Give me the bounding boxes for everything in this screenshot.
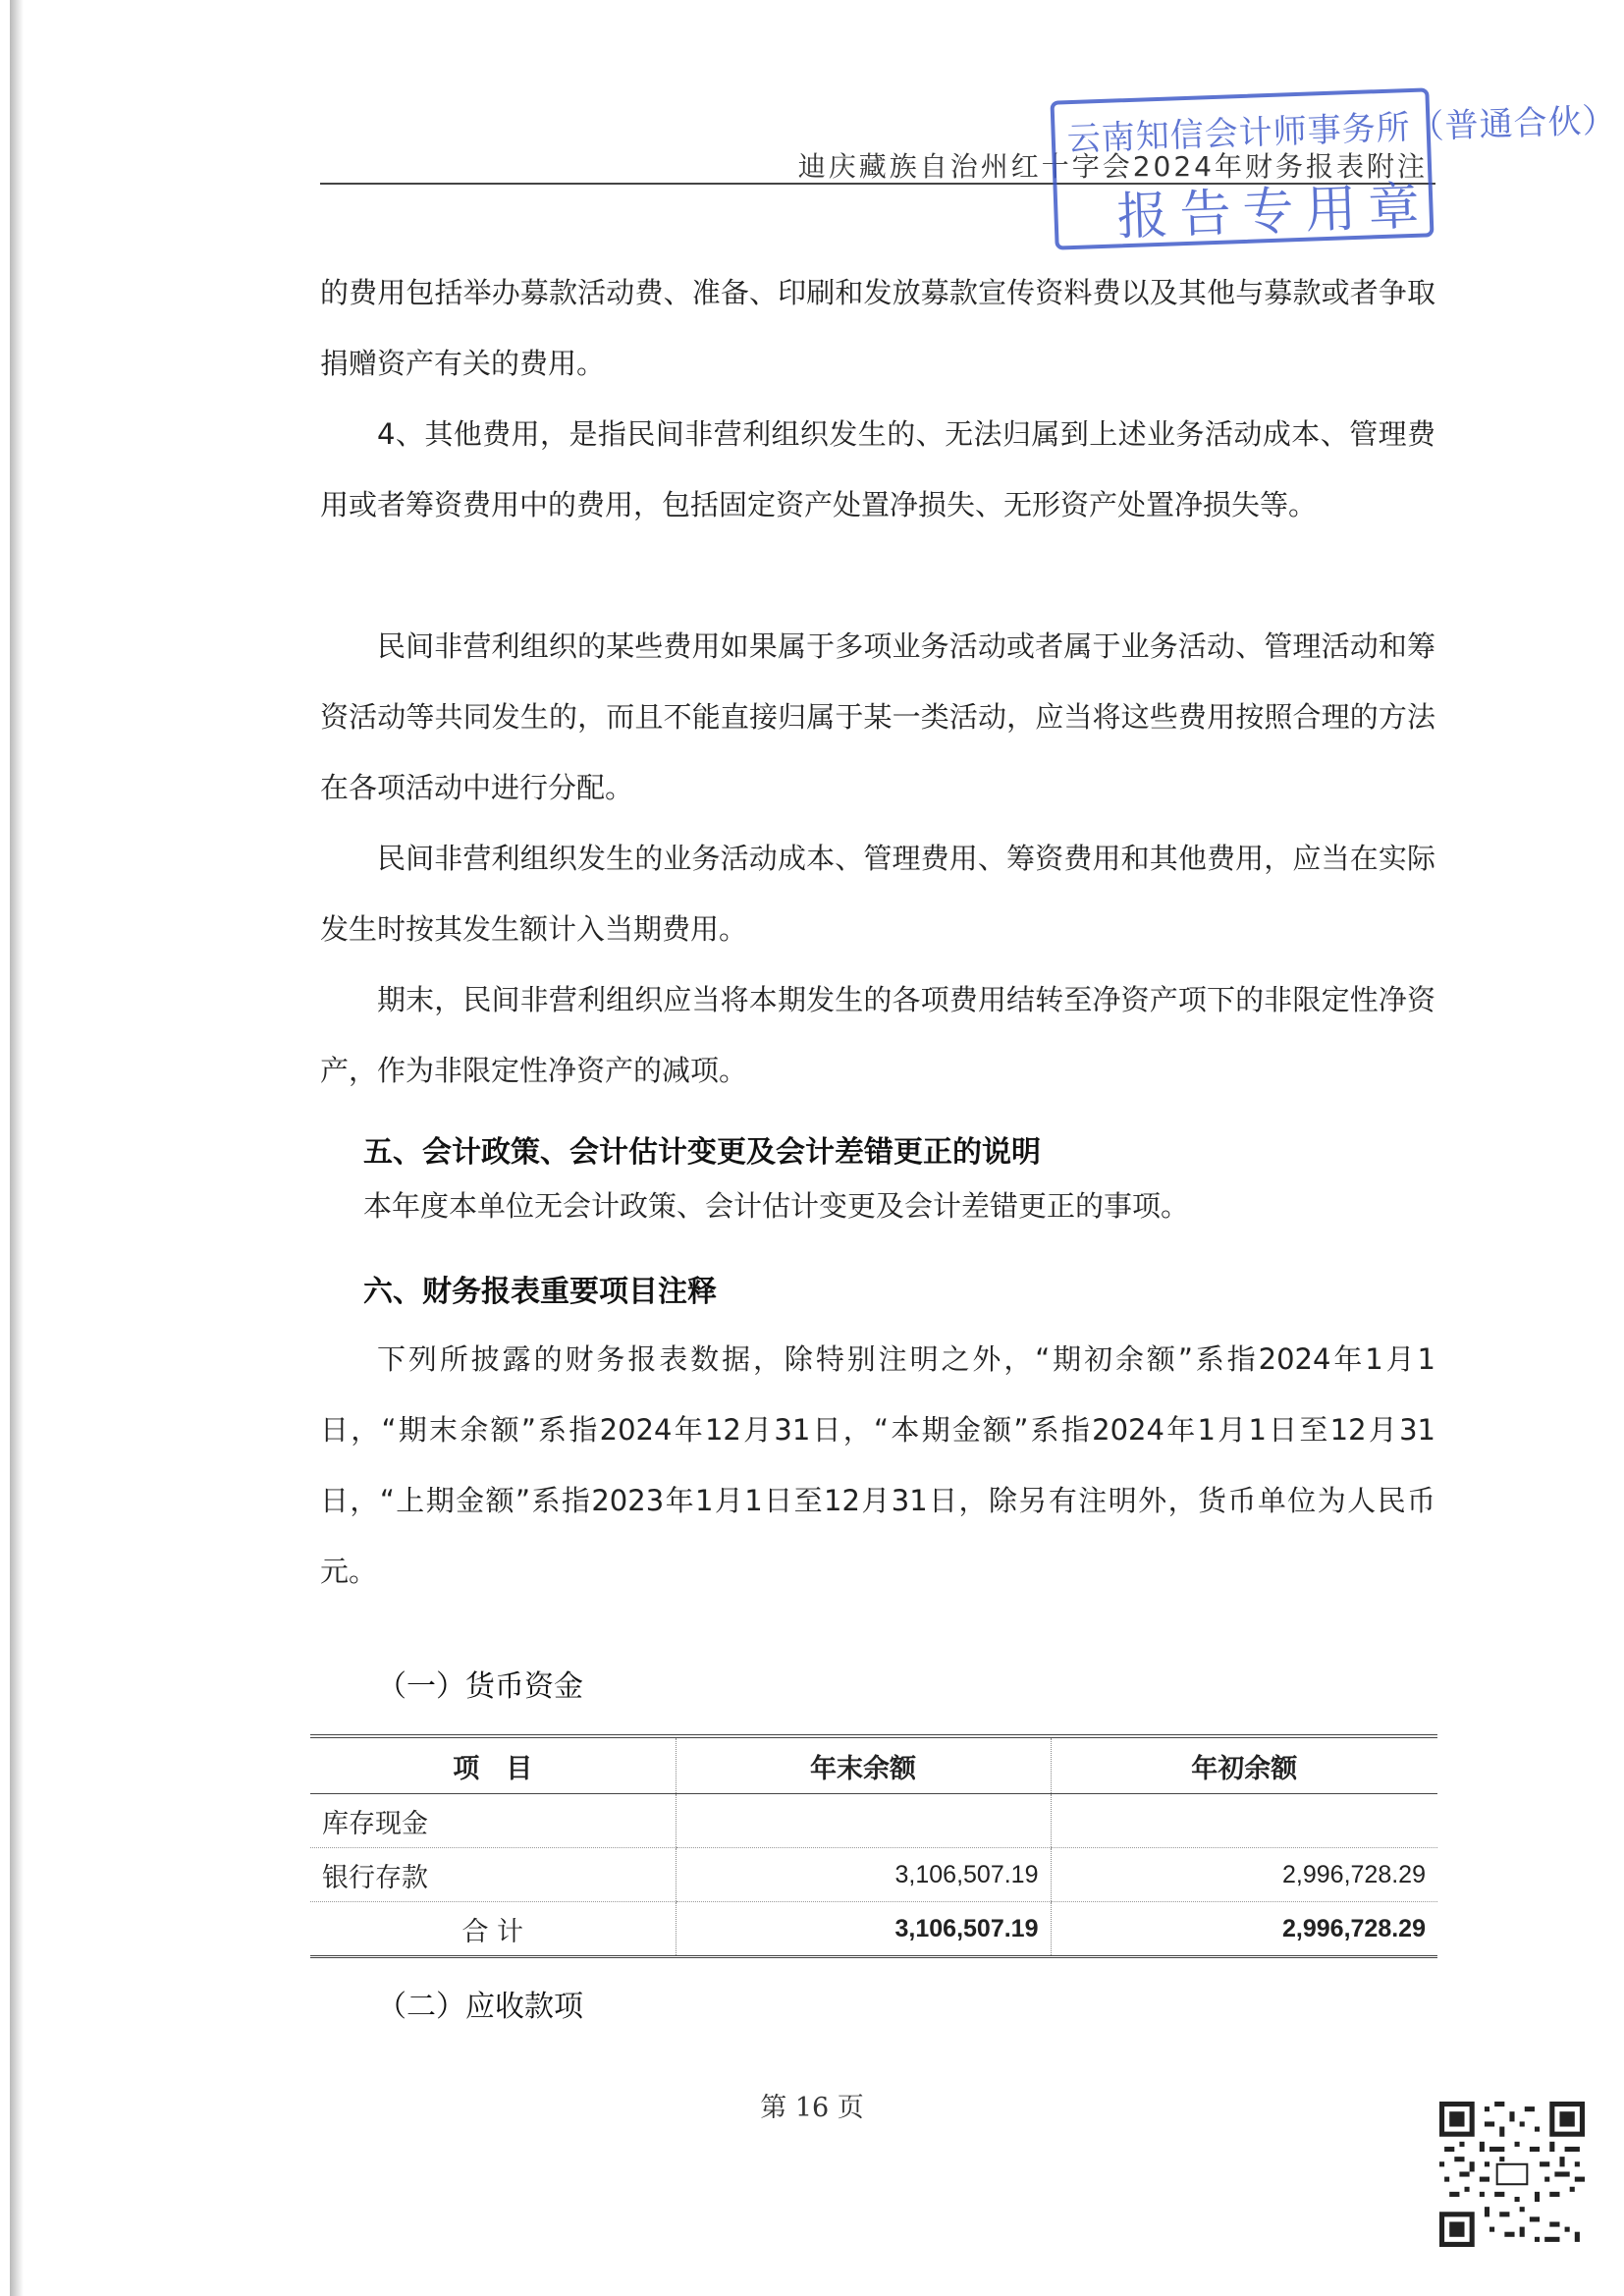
table-row	[310, 1794, 1437, 1848]
col-header-item: 项 目	[310, 1738, 676, 1794]
subsection-heading-cash: （一）货币资金	[377, 1669, 583, 1704]
cell-total-year-begin: 2,996,728.29	[1051, 1902, 1437, 1957]
paragraph-period-end-transfer: 期末，民间非营利组织应当将本期发生的各项费用结转至净资产项下的非限定性净资产，作为非限定性净资产的减项。	[320, 983, 1435, 1087]
col-header-year-begin: 年初余额	[1051, 1738, 1437, 1794]
cell-total-label: 合 计	[310, 1902, 676, 1957]
paragraph-no-policy-changes: 本年度本单位无会计政策、会计估计变更及会计差错更正的事项。	[363, 1189, 1190, 1223]
verification-qr-code-icon	[1439, 2102, 1585, 2247]
paragraph-expense-recognition: 民间非营利组织发生的业务活动成本、管理费用、筹资费用和其他费用，应当在实际发生时按其发生额计入当期费用。	[320, 842, 1435, 946]
paragraph-fundraising-cost: 的费用包括举办募款活动费、准备、印刷和发放募款宣传资料费以及其他与募款或者争取捐赠资产有关的费用。	[320, 276, 1435, 380]
audit-firm-seal	[1050, 87, 1618, 249]
cell-item: 库存现金	[310, 1794, 676, 1848]
cell-year-begin: 2,996,728.29	[1051, 1848, 1437, 1902]
paragraph-other-expenses: 4、其他费用，是指民间非营利组织发生的、无法归属到上述业务活动成本、管理费用或者筹资费用中的费用，包括固定资产处置净损失、无形资产处置净损失等。	[320, 417, 1435, 521]
paragraph-data-definitions: 下列所披露的财务报表数据，除特别注明之外，“期初余额”系指2024年1月1日，“期末余额”系指2024年12月31日，“本期金额”系指2024年1月1日至12月31日，“上期金额”系指2023年1月1日至12月31日，除另有注明外，货币单位为人民币元。	[320, 1342, 1435, 1588]
scan-binding-edge	[10, 0, 24, 2296]
page-header-title: 迪庆藏族自治州红十字会2024年财务报表附注	[797, 150, 1428, 183]
cell-item: 银行存款	[310, 1848, 676, 1902]
page-number: 第 16 页	[760, 2093, 864, 2123]
section-heading-notes: 六、财务报表重要项目注释	[363, 1275, 717, 1309]
cash-table	[310, 1734, 1437, 1958]
cell-year-begin	[1051, 1794, 1437, 1848]
table-row	[310, 1848, 1437, 1902]
table-total-row	[310, 1902, 1437, 1957]
seal-firm-name: 云南知信会计师事务所（普通合伙）	[1066, 100, 1618, 160]
cell-year-end: 3,106,507.19	[676, 1848, 1051, 1902]
cell-total-year-end: 3,106,507.19	[676, 1902, 1051, 1957]
seal-purpose: 报告专用章	[1115, 177, 1433, 247]
table-header-row	[310, 1738, 1437, 1794]
cell-year-end	[676, 1794, 1051, 1848]
col-header-year-end: 年末余额	[676, 1738, 1051, 1794]
paragraph-expense-allocation: 民间非营利组织的某些费用如果属于多项业务活动或者属于业务活动、管理活动和筹资活动等共同发生的，而且不能直接归属于某一类活动，应当将这些费用按照合理的方法在各项活动中进行分配。	[320, 629, 1435, 804]
subsection-heading-receivables: （二）应收款项	[377, 1990, 583, 2024]
section-heading-policy-changes: 五、会计政策、会计估计变更及会计差错更正的说明	[363, 1135, 1041, 1170]
